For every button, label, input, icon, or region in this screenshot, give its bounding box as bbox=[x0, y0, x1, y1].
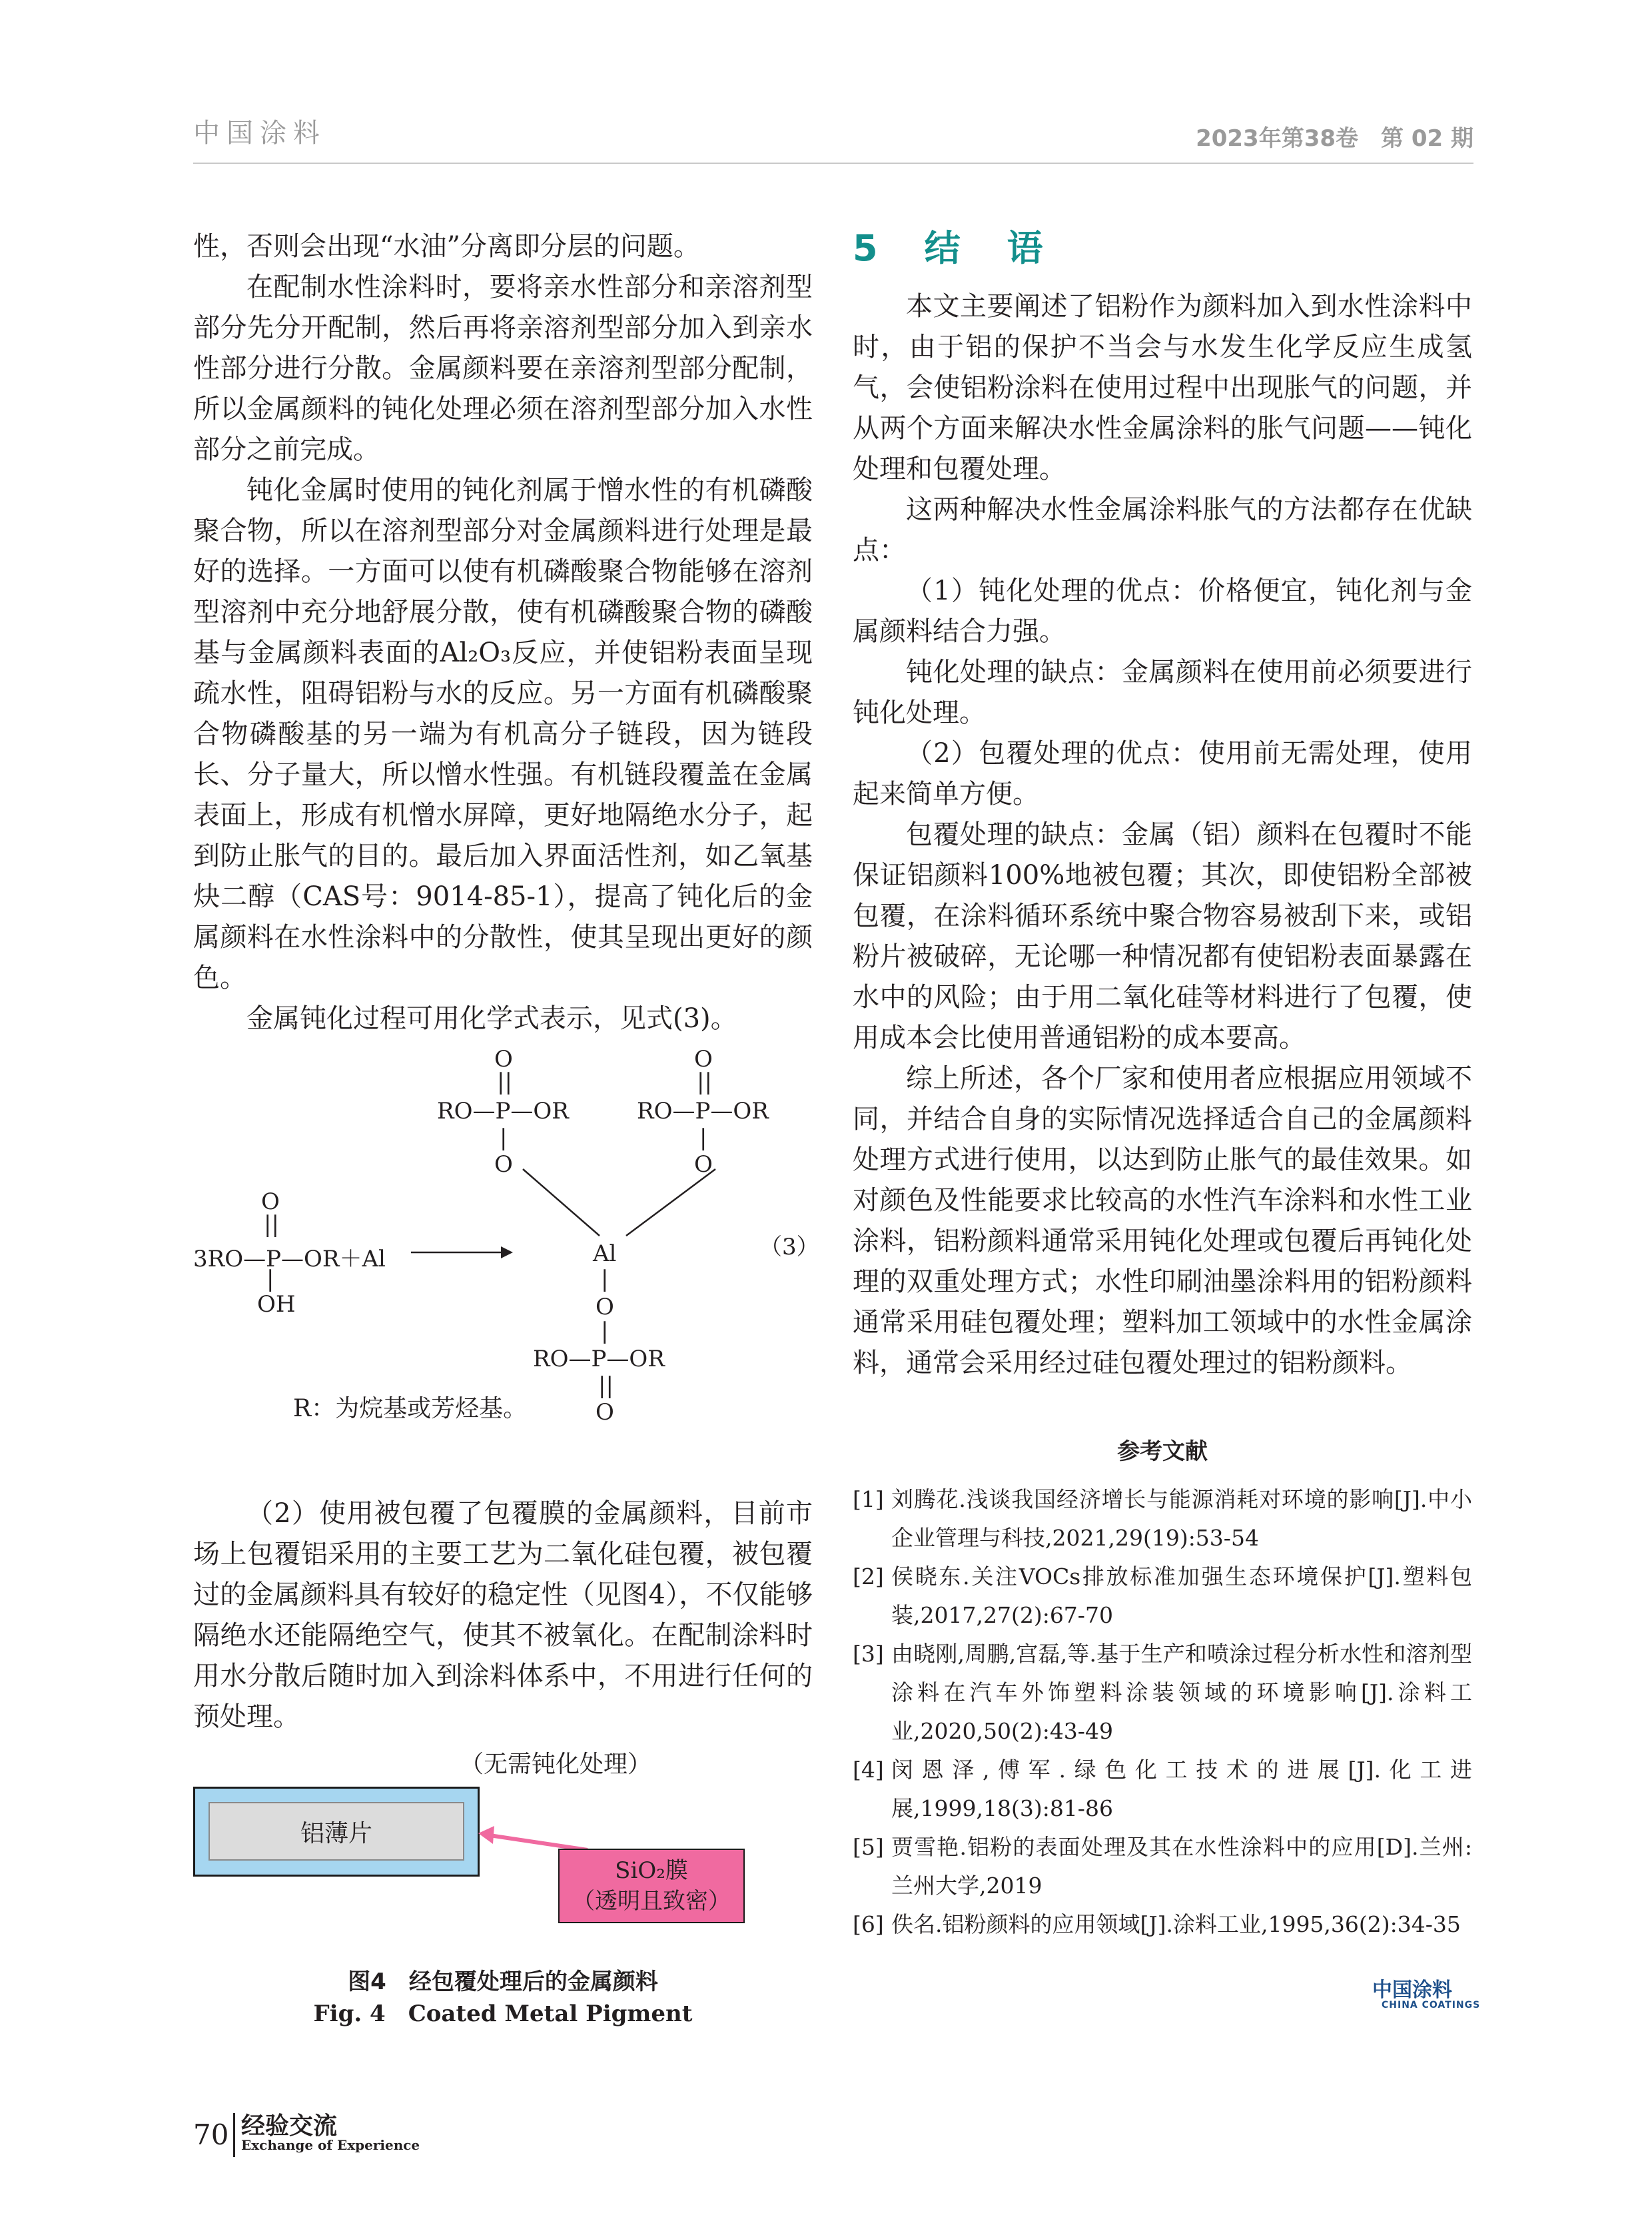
oxygen-label: O bbox=[596, 1294, 614, 1320]
section-title: 5 结 语 bbox=[853, 227, 1048, 269]
paragraph: （2）使用被包覆了包覆膜的金属颜料，目前市场上包覆铝采用的主要工艺为二氧化硅包覆，被包覆过的金属颜料具有较好的稳定性（见图4），不仅能够隔绝水还能隔绝空气，使其不被氧化。在配制涂料时用水分散后随时加入到涂料体系中，不用进行任何的预处理。 bbox=[193, 1498, 813, 1732]
paragraph: 金属钝化过程可用化学式表示，见式(3)。 bbox=[246, 1003, 737, 1034]
double-bond: || bbox=[264, 1211, 279, 1238]
double-bond: || bbox=[497, 1069, 512, 1095]
journal-logo: 中国涂料 bbox=[1372, 1979, 1452, 2002]
reference-item bbox=[853, 1480, 1472, 1558]
sio2-film-label-box bbox=[558, 1849, 745, 1923]
journal-name: 中国涂料 bbox=[193, 118, 326, 149]
paragraph: 钝化金属时使用的钝化剂属于憎水性的有机磷酸聚合物，所以在溶剂型部分对金属颜料进行处理是最好的选择。一方面可以使有机磷酸聚合物能够在溶剂型溶剂中充分地舒展分散，使有机磷酸聚合物的磷酸基与金属颜料表面的Al₂O₃反应，并使铝粉表面呈现疏水性，阻碍铝粉与水的反应。另一方面有机磷酸聚合物磷酸基的另一端为有机高分子链段，因为链段长、分子量大，所以憎水性强。有机链段覆盖在金属表面上，形成有机憎水屏障，更好地隔绝水分子，起到防止胀气的目的。最后加入界面活性剂，如乙氧基炔二醇（CAS号：9014-85-1），提高了钝化后的金属颜料在水性涂料中的分散性，使其呈现出更好的颜色。 bbox=[193, 475, 813, 993]
single-bond: | bbox=[266, 1266, 274, 1292]
phosphate-group: RO—P—OR bbox=[533, 1346, 665, 1372]
equation-number: （3） bbox=[759, 1234, 819, 1260]
left-column-lower bbox=[193, 1494, 813, 1737]
reference-item bbox=[853, 1558, 1472, 1635]
reference-text: 侯晓东.关注VOCs排放标准加强生态环境保护[J].塑料包装,2017,27(2):67-70 bbox=[891, 1563, 1472, 1628]
reference-number: [3] bbox=[853, 1641, 884, 1667]
reference-item bbox=[853, 1905, 1472, 1944]
issue-info: 2023年第38卷 第 02 期 bbox=[1196, 125, 1473, 152]
single-bond: | bbox=[500, 1124, 508, 1151]
paragraph: 本文主要阐述了铝粉作为颜料加入到水性涂料中时，由于铝的保护不当会与水发生化学反应生成氢气，会使铝粉涂料在使用过程中出现胀气的问题，并从两个方面来解决水性金属涂料的胀气问题——钝化处理和包覆处理。 bbox=[853, 291, 1472, 484]
oxygen-label: O bbox=[596, 1399, 614, 1426]
figure-caption-en: Fig. 4 Coated Metal Pigment bbox=[313, 2001, 693, 2027]
paragraph: （1）钝化处理的优点：价格便宜，钝化剂与金属颜料结合力强。 bbox=[853, 576, 1472, 647]
paragraph: 这两种解决水性金属涂料胀气的方法都存在优缺点： bbox=[853, 494, 1472, 566]
references-title: 参考文献 bbox=[1117, 1438, 1208, 1465]
sio2-film-label: SiO₂膜 bbox=[615, 1857, 688, 1884]
paragraph: 钝化处理的缺点：金属颜料在使用前必须要进行钝化处理。 bbox=[853, 657, 1472, 728]
hydroxyl-label: OH bbox=[257, 1291, 296, 1318]
references-list bbox=[853, 1480, 1472, 1944]
reference-text: 佚名.铝粉颜料的应用领域[J].涂料工业,1995,36(2):34-35 bbox=[891, 1911, 1461, 1937]
oxygen-label: O bbox=[694, 1151, 713, 1178]
reference-number: [4] bbox=[853, 1757, 884, 1783]
figure-caption-cn: 图4 经包覆处理后的金属颜料 bbox=[348, 1969, 658, 1995]
double-bond: || bbox=[697, 1069, 712, 1095]
single-bond: | bbox=[601, 1318, 609, 1344]
page-number: 70 bbox=[193, 2118, 229, 2151]
footer-divider bbox=[233, 2113, 235, 2157]
reference-item bbox=[853, 1635, 1472, 1751]
journal-logo-en: CHINA COATINGS bbox=[1382, 2000, 1481, 2010]
oxygen-label: O bbox=[494, 1046, 513, 1073]
reference-item bbox=[853, 1751, 1472, 1828]
aluminium-flake-label: 铝薄片 bbox=[300, 1819, 372, 1847]
paragraph: 在配制水性涂料时，要将亲水性部分和亲溶剂型部分先分开配制，然后再将亲溶剂型部分加入到亲水性部分进行分散。金属颜料要在亲溶剂型部分配制，所以金属颜料的钝化处理必须在溶剂型部分加入水性部分之前完成。 bbox=[193, 272, 813, 465]
reference-number: [1] bbox=[853, 1486, 884, 1512]
header-divider bbox=[193, 163, 1473, 164]
paragraph: 综上所述，各个厂家和使用者应根据应用领域不同，并结合自身的实际情况选择适合自己的金属颜料处理方式进行使用，以达到防止胀气的最佳效果。如对颜色及性能要求比较高的水性汽车涂料和水性工业涂料，铝粉颜料通常采用钝化处理或包覆后再钝化处理的双重处理方式；水性印刷油墨涂料用的铝粉颜料通常采用硅包覆处理；塑料加工领域中的水性金属涂料，通常会采用经过硅包覆处理过的铝粉颜料。 bbox=[853, 1063, 1472, 1378]
figure-top-label: （无需钝化处理） bbox=[460, 1751, 652, 1778]
oxygen-label: O bbox=[494, 1151, 513, 1178]
formula-note: R：为烷基或芳烃基。 bbox=[293, 1395, 528, 1422]
aluminium-label: Al bbox=[593, 1240, 617, 1267]
footer-section-cn: 经验交流 bbox=[241, 2112, 338, 2140]
phosphate-group: RO—P—OR bbox=[437, 1098, 569, 1124]
reference-number: [5] bbox=[853, 1834, 884, 1860]
chemical-formula bbox=[193, 1046, 819, 1452]
paragraph: 性，否则会出现“水油”分离即分层的问题。 bbox=[193, 231, 700, 262]
reference-text: 刘腾花.浅谈我国经济增长与能源消耗对环境的影响[J].中小企业管理与科技,2021,29(19):53-54 bbox=[891, 1486, 1472, 1551]
double-bond: || bbox=[598, 1372, 614, 1399]
reference-number: [2] bbox=[853, 1563, 884, 1589]
single-bond: | bbox=[601, 1266, 609, 1292]
paragraph: （2）包覆处理的优点：使用前无需处理，使用起来简单方便。 bbox=[853, 738, 1472, 809]
oxygen-label: O bbox=[694, 1046, 713, 1073]
oxygen-label: O bbox=[261, 1188, 280, 1215]
footer-section-en: Exchange of Experience bbox=[241, 2137, 420, 2153]
reference-text: 由晓刚,周鹏,宫磊,等.基于生产和喷涂过程分析水性和溶剂型涂料在汽车外饰塑料涂装领域的环境影响[J].涂料工业,2020,50(2):43-49 bbox=[891, 1641, 1472, 1744]
reference-text: 闵恩泽,傅军.绿色化工技术的进展[J].化工进展,1999,18(3):81-86 bbox=[891, 1757, 1472, 1821]
left-column bbox=[193, 226, 813, 1039]
reactant: 3RO—P—OR＋Al bbox=[193, 1246, 386, 1272]
reference-text: 贾雪艳.铝粉的表面处理及其在水性涂料中的应用[D].兰州:兰州大学,2019 bbox=[891, 1834, 1472, 1899]
single-bond: | bbox=[699, 1124, 707, 1151]
reference-item bbox=[853, 1828, 1472, 1905]
reference-number: [6] bbox=[853, 1911, 884, 1937]
phosphate-group: RO—P—OR bbox=[637, 1098, 769, 1124]
right-column bbox=[853, 225, 1472, 1944]
sio2-film-desc: （透明且致密） bbox=[572, 1888, 731, 1915]
paragraph: 包覆处理的缺点：金属（铝）颜料在包覆时不能保证铝颜料100%地被包覆；其次，即使铝粉全部被包覆，在涂料循环系统中聚合物容易被刮下来，或铝粉片被破碎，无论哪一种情况都有使铝粉表面暴露在水中的风险；由于用二氧化硅等材料进行了包覆，使用成本会比使用普通铝粉的成本要高。 bbox=[853, 819, 1472, 1053]
